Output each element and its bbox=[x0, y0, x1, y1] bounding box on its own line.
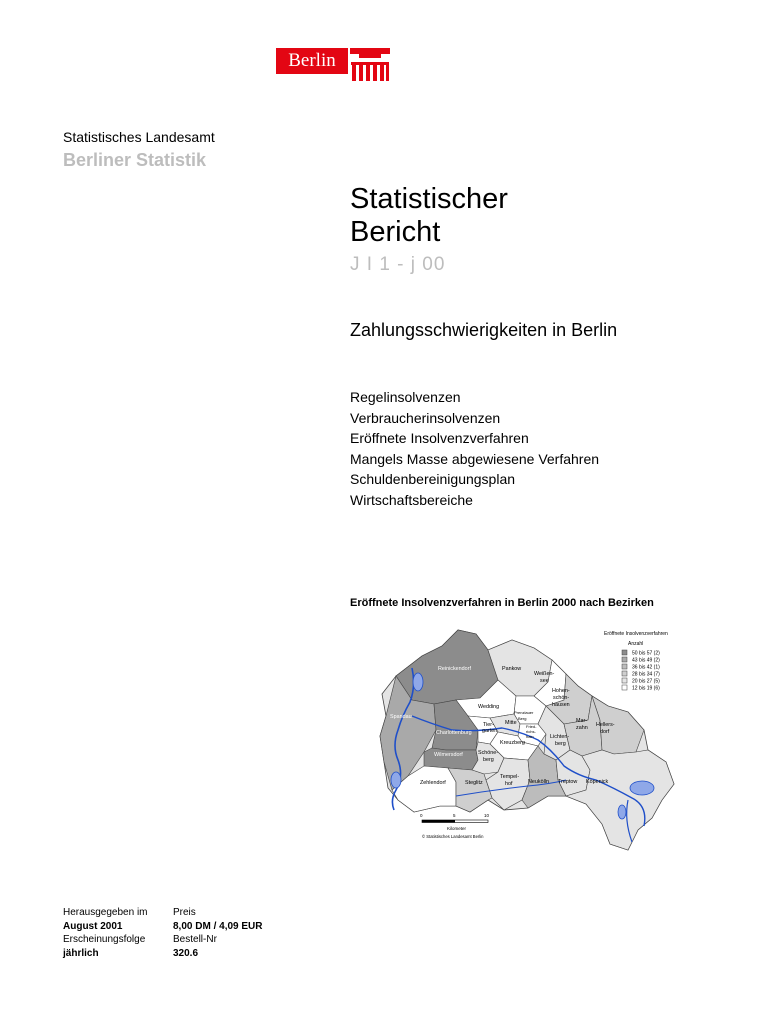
legend-swatch bbox=[622, 664, 627, 669]
report-subject: Zahlungsschwierigkeiten in Berlin bbox=[350, 320, 618, 340]
label-friedrichshain-2: richs- bbox=[526, 729, 536, 734]
publication-info bbox=[63, 906, 148, 960]
scale-tick-10: 10 bbox=[484, 813, 490, 818]
legend-swatch bbox=[622, 657, 627, 662]
topic-item: Regelinsolvenzen bbox=[350, 389, 461, 405]
report-code: J I 1 - j 00 bbox=[350, 254, 446, 275]
label-zehlendorf: Zehlendorf bbox=[420, 780, 446, 786]
label-tiergarten-1: Tier- bbox=[483, 722, 494, 728]
scale-unit: Kilometer bbox=[447, 826, 467, 831]
label-treptow: Treptow bbox=[558, 779, 578, 785]
scale-tick-0: 0 bbox=[420, 813, 423, 818]
legend-label: 50 bis 57 (2) bbox=[632, 650, 660, 657]
label-hellersdorf-2: dorf bbox=[600, 729, 610, 735]
published-label: Herausgegeben im bbox=[63, 907, 148, 918]
label-schoeneberg-2: berg bbox=[483, 757, 494, 763]
berlin-district-map bbox=[352, 620, 692, 860]
label-wilmersdorf: Wilmersdorf bbox=[434, 752, 463, 758]
label-reinickendorf: Reinickendorf bbox=[438, 666, 471, 672]
map-legend bbox=[604, 631, 668, 692]
label-friedrichshain-1: Fried- bbox=[526, 724, 537, 729]
label-weissensee-2: see bbox=[540, 678, 549, 684]
label-prenzlauer-berg-1: Prenzlauer bbox=[514, 710, 534, 715]
brandenburg-gate-icon bbox=[350, 48, 390, 81]
frequency-label: Erscheinungsfolge bbox=[63, 934, 146, 945]
berlin-logo bbox=[276, 48, 390, 81]
report-title bbox=[350, 183, 508, 249]
label-charlottenburg: Charlottenburg bbox=[436, 730, 472, 736]
map-scale-bar bbox=[420, 813, 490, 839]
topic-item: Verbraucherinsolvenzen bbox=[350, 409, 501, 426]
topic-item: Eröffnete Insolvenzverfahren bbox=[350, 430, 529, 447]
agency-name: Statistisches Landesamt bbox=[63, 129, 215, 145]
legend-swatch bbox=[622, 650, 627, 655]
lake-tegel bbox=[413, 673, 423, 691]
scale-tick-5: 5 bbox=[453, 813, 456, 818]
label-koepenick: Köpenick bbox=[586, 779, 609, 785]
lake-langer-see bbox=[618, 805, 626, 819]
label-marzahn-1: Mar- bbox=[576, 718, 588, 724]
legend-swatch bbox=[622, 671, 627, 676]
topic-item: Wirtschaftsbereiche bbox=[350, 491, 473, 508]
label-hellersdorf-1: Hellers- bbox=[596, 722, 615, 728]
label-friedrichshain-3: hain bbox=[526, 734, 534, 739]
lake-wannsee bbox=[391, 772, 401, 788]
legend-label: 20 bis 27 (5) bbox=[632, 678, 660, 685]
legend-label: 28 bis 34 (7) bbox=[632, 671, 660, 678]
label-kreuzberg: Kreuzberg bbox=[500, 740, 525, 746]
legend-title: Eröffnete Insolvenzverfahren bbox=[604, 631, 668, 637]
label-weissensee-1: Weißen- bbox=[534, 671, 555, 677]
report-title-line-2: Bericht bbox=[350, 216, 441, 248]
legend-swatch bbox=[622, 678, 627, 683]
label-prenzlauer-berg-2: Berg bbox=[518, 716, 527, 721]
order-number-label: Bestell-Nr bbox=[173, 934, 217, 945]
report-title-line-1: Statistischer bbox=[350, 183, 508, 215]
series-name: Berliner Statistik bbox=[63, 150, 207, 170]
legend-label: 36 bis 42 (1) bbox=[632, 664, 660, 671]
legend-label: 43 bis 49 (2) bbox=[632, 657, 660, 664]
label-mitte: Mitte bbox=[505, 720, 517, 726]
published-value: August 2001 bbox=[63, 920, 123, 932]
topic-item: Schuldenbereinigungsplan bbox=[350, 471, 516, 488]
legend-swatch bbox=[622, 685, 627, 690]
label-pankow: Pankow bbox=[502, 666, 522, 672]
label-marzahn-2: zahn bbox=[576, 725, 588, 731]
label-hohenschoenhausen-1: Hohen- bbox=[552, 688, 570, 694]
label-spandau: Spandau bbox=[390, 714, 412, 720]
legend-label: 12 bis 19 (6) bbox=[632, 685, 660, 692]
label-hohenschoenhausen-2: schön- bbox=[553, 695, 570, 701]
map-copyright: © Statistisches Landesamt Berlin bbox=[422, 834, 484, 839]
order-info bbox=[173, 906, 262, 960]
label-neukoelln: Neukölln bbox=[528, 779, 549, 785]
label-tempelhof-2: hof bbox=[505, 781, 513, 787]
logo-wordmark: Berlin bbox=[276, 48, 348, 74]
label-hohenschoenhausen-3: hausen bbox=[552, 702, 570, 708]
map-title: Eröffnete Insolvenzverfahren in Berlin 2000 nach Bezirken bbox=[350, 597, 654, 609]
label-steglitz: Steglitz bbox=[465, 780, 483, 786]
topic-item: Mangels Masse abgewiesene Verfahren bbox=[350, 450, 600, 467]
frequency-value: jährlich bbox=[63, 947, 99, 959]
price-value: 8,00 DM / 4,09 EUR bbox=[173, 920, 263, 932]
legend-subtitle: Anzahl bbox=[628, 641, 644, 647]
label-wedding: Wedding bbox=[478, 704, 500, 710]
label-tempelhof-1: Tempel- bbox=[500, 774, 520, 780]
price-label: Preis bbox=[173, 907, 196, 918]
order-number-value: 320.6 bbox=[173, 947, 199, 959]
label-schoeneberg-1: Schöne- bbox=[478, 750, 499, 756]
topic-list bbox=[350, 387, 599, 511]
label-lichtenberg-2: berg bbox=[555, 741, 566, 747]
label-lichtenberg-1: Lichten- bbox=[550, 734, 570, 740]
lake-mueggelsee bbox=[630, 781, 654, 795]
label-tiergarten-2: garten bbox=[482, 728, 498, 734]
